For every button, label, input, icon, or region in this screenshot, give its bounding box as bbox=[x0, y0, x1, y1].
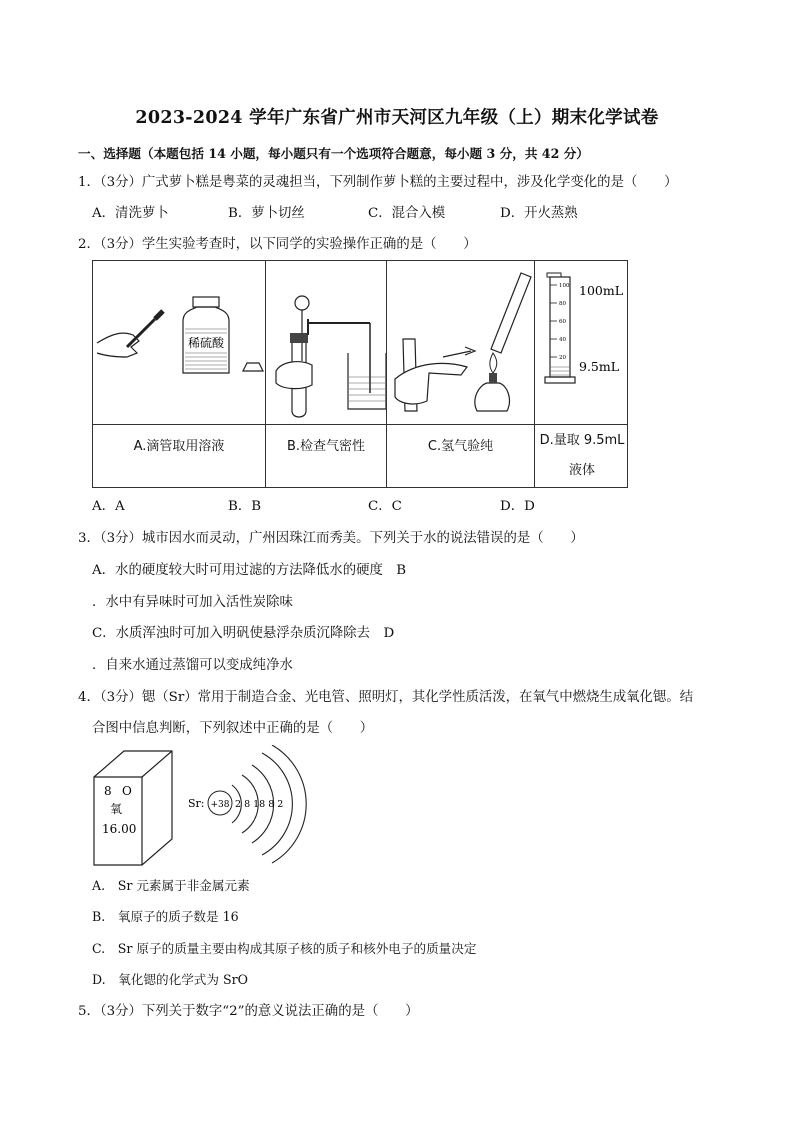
question-4-option-c: C. Sr 原子的质量主要由构成其原子核的质子和核外电子的质量决定 bbox=[92, 941, 477, 956]
nucleus-charge: +38 bbox=[210, 800, 230, 810]
atomic-number: 8 bbox=[104, 784, 112, 798]
element-symbol: O bbox=[122, 784, 132, 798]
experiment-table bbox=[92, 260, 628, 488]
option-a: A．清洗萝卜 bbox=[92, 206, 169, 221]
question-3-stem: 3．（3分）城市因水而灵动，广州因珠江而秀美。下列关于水的说法错误的是（ ） bbox=[78, 531, 584, 546]
measuring-cylinder-figure bbox=[535, 261, 629, 424]
option-c: C．C bbox=[368, 499, 402, 514]
cylinder-capacity-label: 100mL bbox=[579, 283, 624, 298]
svg-text:80: 80 bbox=[559, 301, 566, 307]
question-4-option-d: D. 氧化锶的化学式为 SrO bbox=[92, 972, 248, 987]
caption-c: C.氢气验纯 bbox=[427, 439, 494, 454]
question-3-line-a: A．水的硬度较大时可用过滤的方法降低水的硬度 B bbox=[92, 563, 407, 578]
element-atom-figure bbox=[92, 745, 312, 867]
option-b: B．萝卜切丝 bbox=[228, 206, 305, 221]
caption-a: A.滴管取用溶液 bbox=[133, 439, 225, 454]
cylinder-reading-label: 9.5mL bbox=[579, 359, 620, 374]
dropper-bottle-figure bbox=[93, 261, 265, 424]
option-d: D．D bbox=[500, 499, 535, 514]
bottle-label: 稀硫酸 bbox=[187, 336, 225, 350]
svg-text:40: 40 bbox=[559, 337, 566, 343]
caption-d: D.量取 9.5mL 液体 bbox=[539, 433, 625, 478]
element-name: 氧 bbox=[110, 802, 123, 816]
question-4-stem-2: 合图中信息判断，下列叙述中正确的是（ ） bbox=[92, 721, 374, 736]
option-a: A．A bbox=[92, 499, 125, 514]
question-2-stem: 2．（3分）学生实验考查时，以下同学的实验操作正确的是（ ） bbox=[78, 237, 477, 252]
airtightness-figure bbox=[266, 261, 386, 424]
question-5-stem: 5．（3分）下列关于数字“2”的意义说法正确的是（ ） bbox=[78, 1004, 419, 1019]
atom-label: Sr: bbox=[188, 797, 205, 810]
hydrogen-test-figure bbox=[387, 261, 534, 424]
option-c: C．混合入模 bbox=[368, 206, 446, 221]
option-d: D．开火蒸熟 bbox=[500, 206, 578, 221]
svg-text:100: 100 bbox=[559, 283, 570, 289]
question-1-stem: 1．（3分）广式萝卜糕是粤菜的灵魂担当，下列制作萝卜糕的主要过程中，涉及化学变化的是（ ） bbox=[78, 175, 678, 190]
question-4-option-b: B. 氧原子的质子数是 16 bbox=[92, 909, 239, 924]
question-4-stem-1: 4．（3分）锶（Sr）常用于制造合金、光电管、照明灯，其化学性质活泼，在氧气中燃烧生成氧化锶。结 bbox=[78, 690, 694, 705]
caption-b: B.检查气密性 bbox=[286, 439, 366, 454]
svg-text:20: 20 bbox=[559, 355, 566, 361]
section-heading: 一、选择题（本题包括 14 小题，每小题只有一个选项符合题意，每小题 3 分，共 42 分） bbox=[78, 146, 589, 161]
option-b: B．B bbox=[228, 499, 262, 514]
atomic-mass: 16.00 bbox=[102, 822, 137, 836]
question-3-line-d: ．自来水通过蒸馏可以变成纯净水 bbox=[92, 658, 293, 673]
svg-text:60: 60 bbox=[559, 319, 566, 325]
electron-shells: 2 8 18 8 2 bbox=[235, 799, 284, 810]
question-4-option-a: A. Sr 元素属于非金属元素 bbox=[92, 878, 250, 893]
page-title: 2023-2024 学年广东省广州市天河区九年级（上）期末化学试卷 bbox=[135, 108, 659, 128]
question-3-line-c: C．水质浑浊时可加入明矾使悬浮杂质沉降除去 D bbox=[92, 626, 395, 641]
question-3-line-b: ．水中有异味时可加入活性炭除味 bbox=[92, 595, 293, 610]
